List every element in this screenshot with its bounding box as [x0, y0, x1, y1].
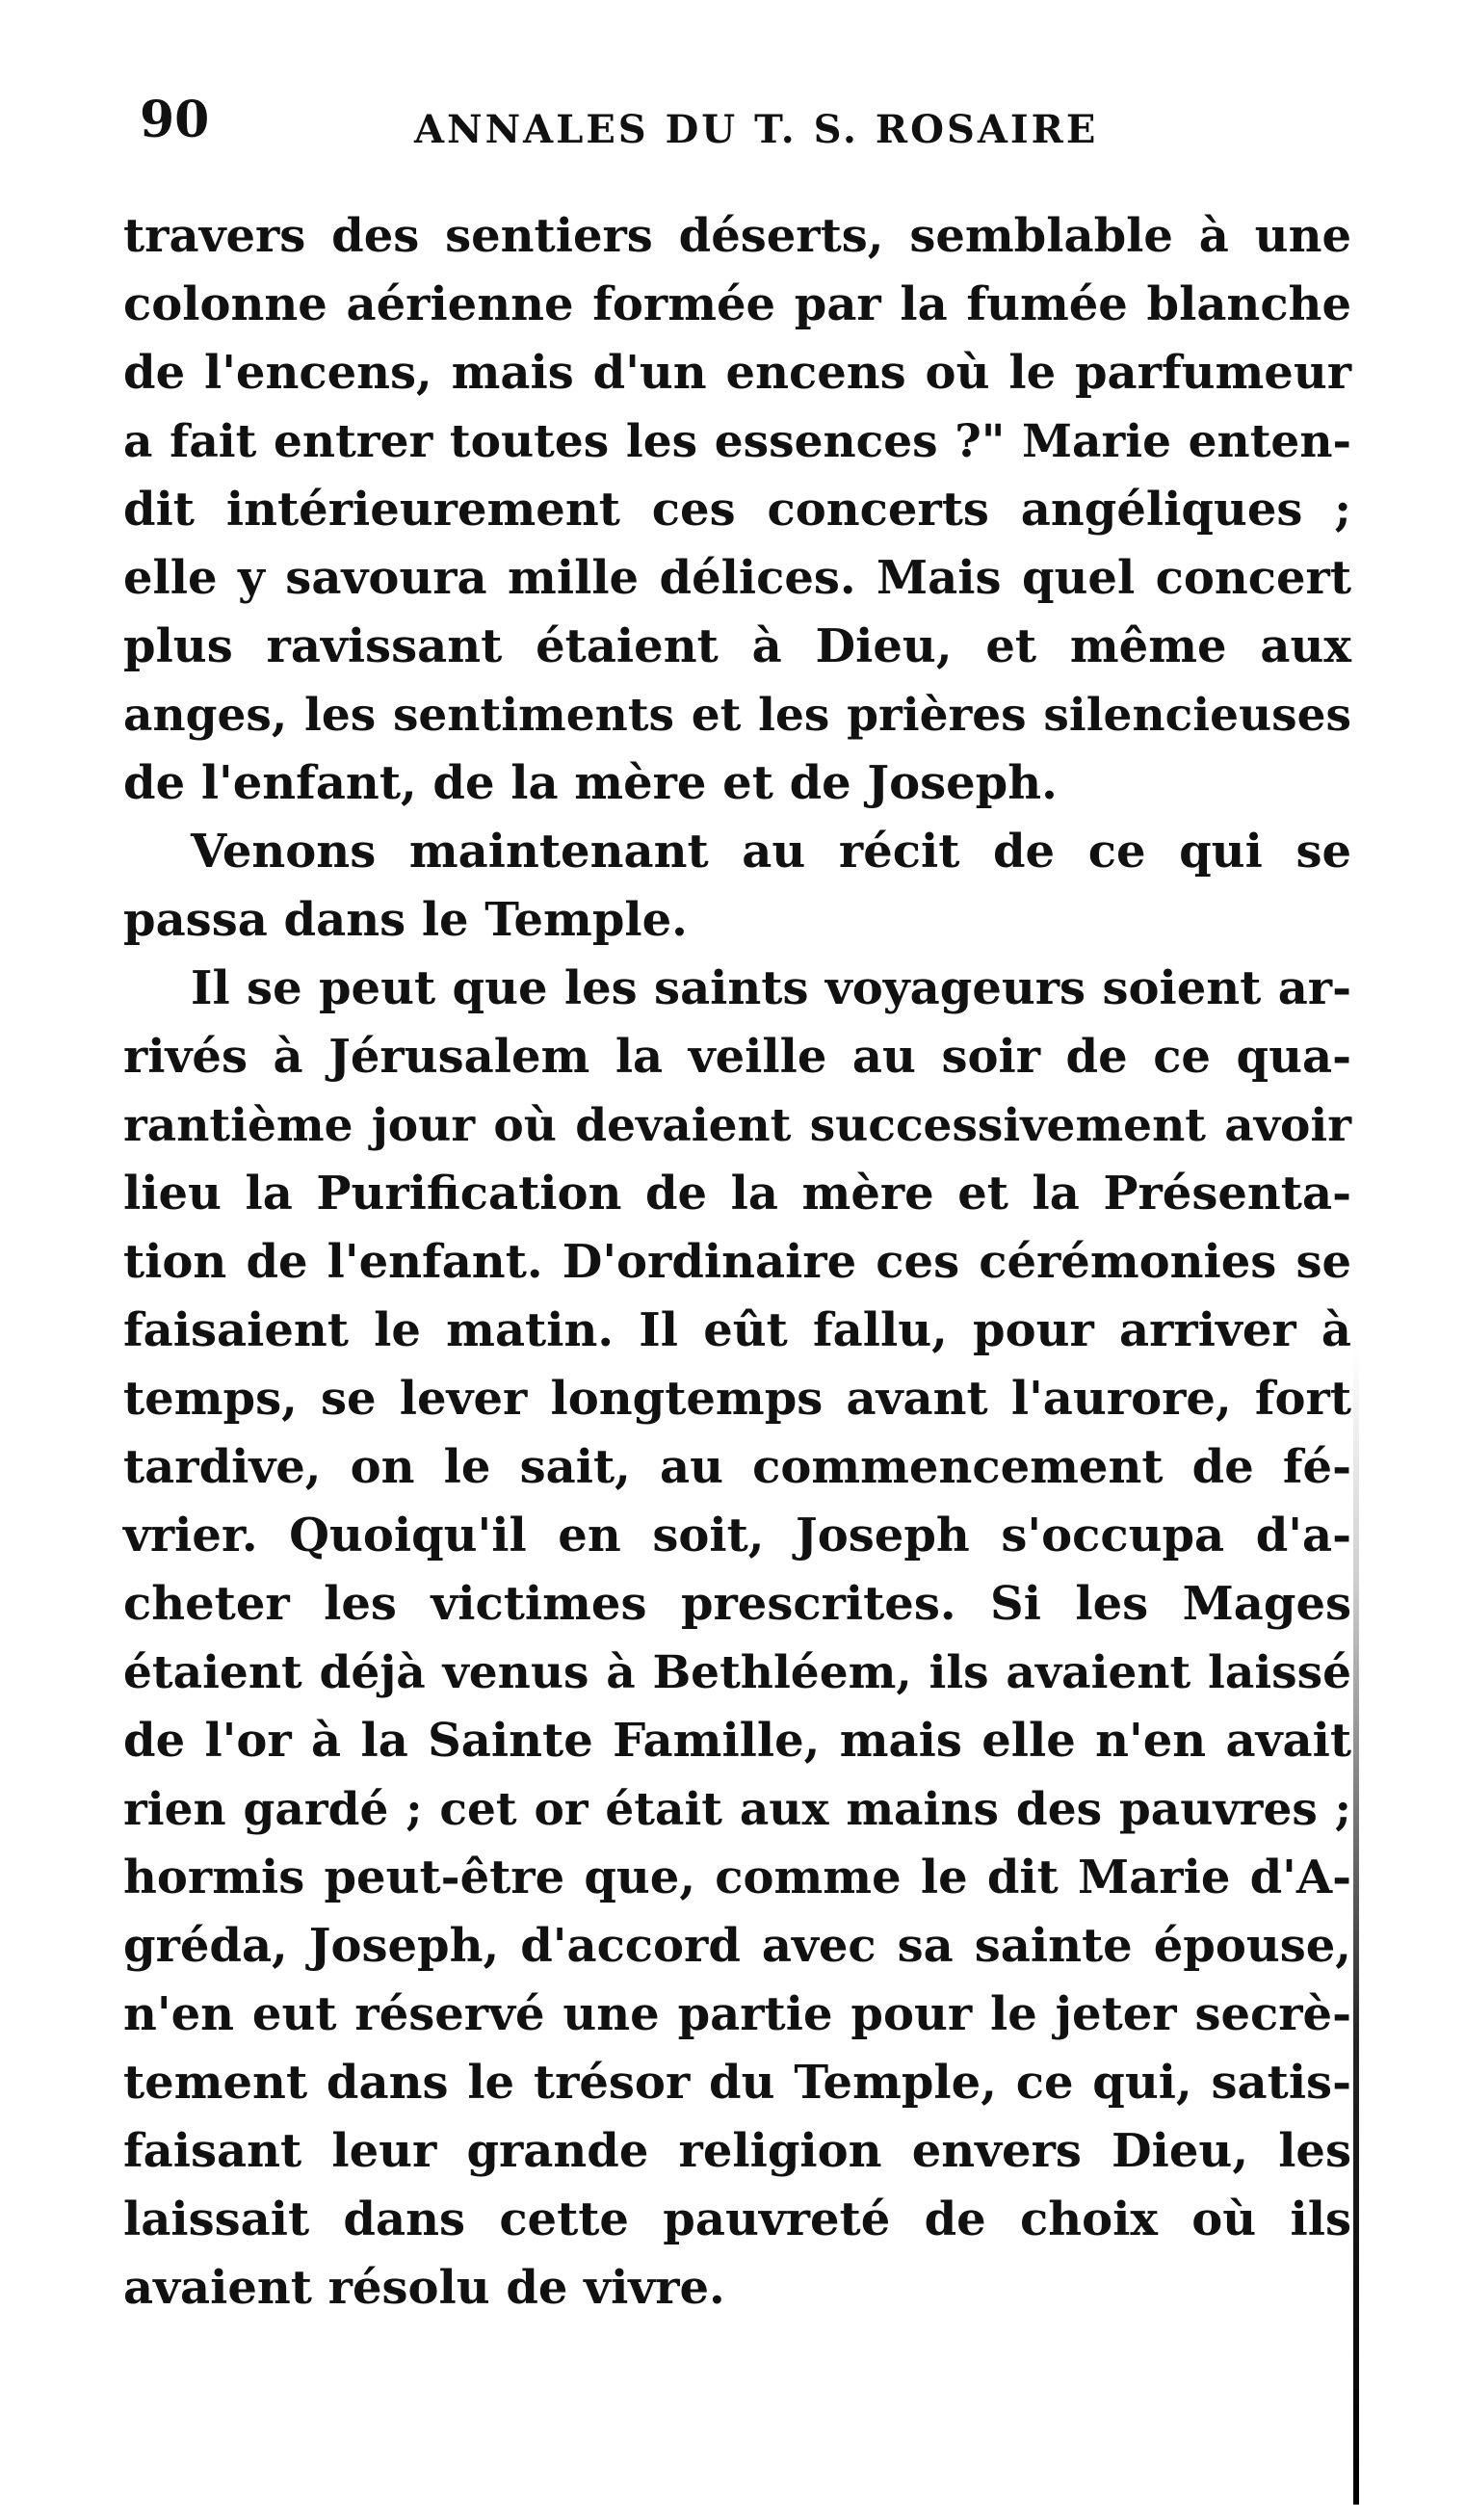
- text-line: tion de l'enfant. D'ordinaire ces cérémonies se: [123, 1235, 1351, 1289]
- page-number: 90: [140, 91, 210, 149]
- text-line: Venons maintenant au récit de ce qui se: [191, 825, 1351, 879]
- text-line: avaient résolu de vivre.: [123, 2261, 725, 2315]
- text-line: cheter les victimes prescrites. Si les Mages: [123, 1577, 1351, 1631]
- text-line: travers des sentiers déserts, semblable à une: [123, 209, 1351, 263]
- text-line: étaient déjà venus à Bethléem, ils avaient laissé: [123, 1646, 1351, 1699]
- text-line: Il se peut que les saints voyageurs soient ar-: [191, 961, 1351, 1015]
- text-line: dit intérieurement ces concerts angéliques ;: [123, 483, 1351, 537]
- text-line: rivés à Jérusalem la veille au soir de ce qua-: [123, 1030, 1351, 1084]
- text-line: tement dans le trésor du Temple, ce qui, satis-: [123, 2056, 1351, 2110]
- running-title: ANNALES DU T. S. ROSAIRE: [414, 107, 1099, 152]
- text-line: faisaient le matin. Il eût fallu, pour arriver à: [123, 1303, 1351, 1357]
- text-line: lieu la Purification de la mère et la Présenta-: [123, 1167, 1351, 1221]
- body-text: [123, 202, 1351, 2323]
- text-line: faisant leur grande religion envers Dieu, les: [123, 2124, 1351, 2178]
- text-line: de l'enfant, de la mère et de Joseph.: [123, 756, 1058, 810]
- text-line: hormis peut-être que, comme le dit Marie d'A-: [123, 1851, 1351, 1904]
- text-line: colonne aérienne formée par la fumée blanche: [123, 277, 1351, 331]
- text-line: rien gardé ; cet or était aux mains des pauvres ;: [123, 1783, 1351, 1836]
- binding-edge-shadow: [1353, 1349, 1359, 2505]
- page-header: [140, 92, 1363, 159]
- text-line: tardive, on le sait, au commencement de fé-: [123, 1440, 1351, 1494]
- text-line: plus ravissant étaient à Dieu, et même aux: [123, 619, 1351, 673]
- text-line: anges, les sentiments et les prières silencieuses: [123, 689, 1351, 742]
- text-line: rantième jour où devaient successivement avoir: [123, 1099, 1351, 1152]
- text-line: a fait entrer toutes les essences ?" Marie enten-: [123, 415, 1351, 468]
- text-line: temps, se lever longtemps avant l'aurore, fort: [123, 1372, 1351, 1426]
- text-line: laissait dans cette pauvreté de choix où ils: [123, 2192, 1351, 2246]
- text-line: gréda, Joseph, d'accord avec sa sainte épouse,: [123, 1919, 1351, 1973]
- text-line: de l'encens, mais d'un encens où le parfumeur: [123, 346, 1351, 400]
- text-line: n'en eut réservé une partie pour le jeter secrè-: [123, 1987, 1351, 2041]
- text-line: elle y savoura mille délices. Mais quel concert: [123, 551, 1351, 605]
- text-line: vrier. Quoiqu'il en soit, Joseph s'occupa d'a-: [123, 1509, 1351, 1562]
- text-line: passa dans le Temple.: [123, 893, 688, 947]
- text-line: de l'or à la Sainte Famille, mais elle n'en avait: [123, 1714, 1351, 1768]
